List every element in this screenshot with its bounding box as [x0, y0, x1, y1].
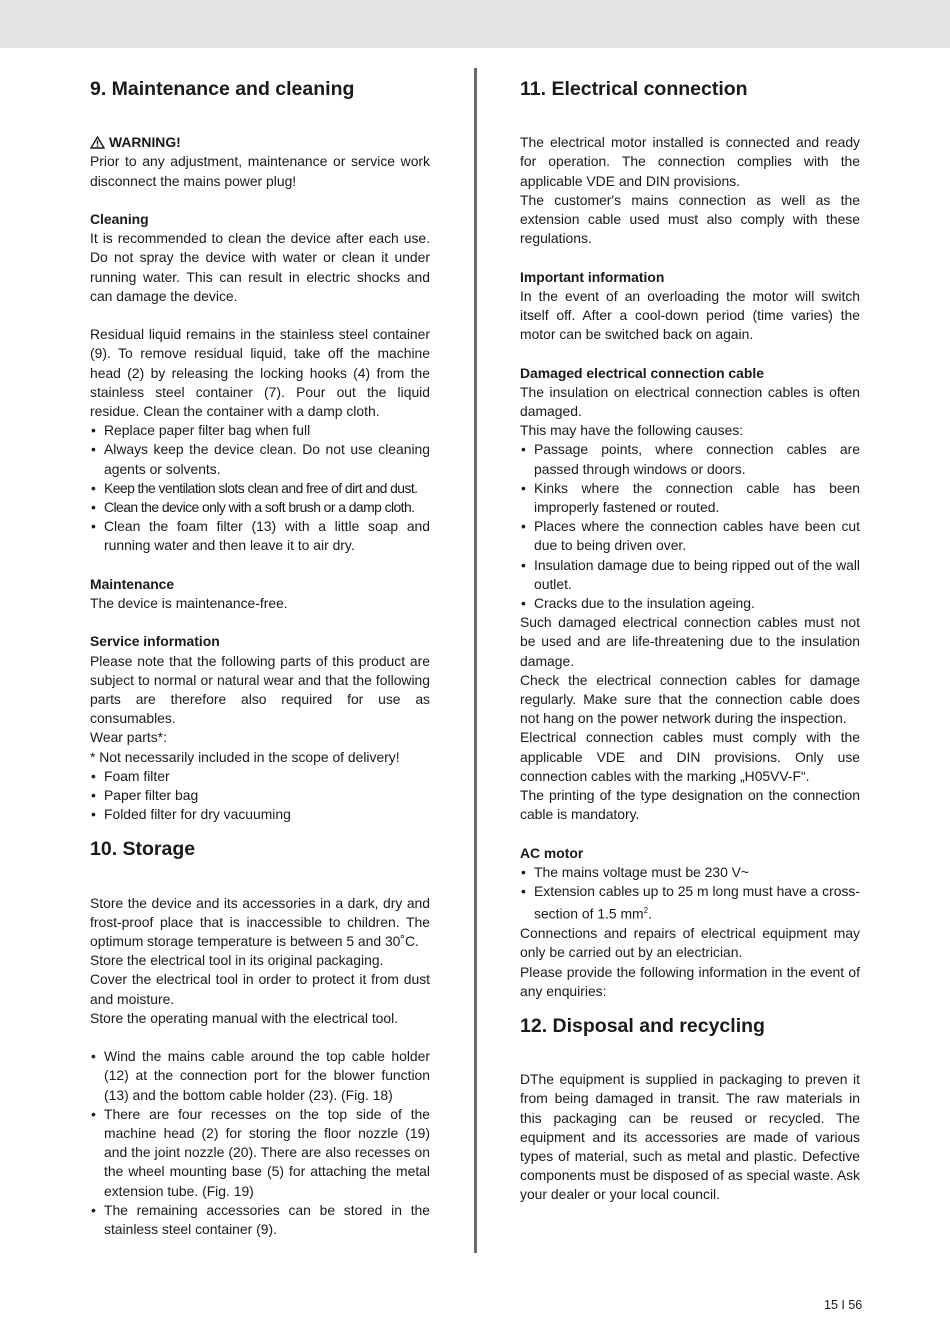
list-item: • There are four recesses on the top side of the machine head (2) for storing the floor nozzle (19) and the joint nozzle (20). There are also recesses on the wheel mounting base (5) for attaching the metal extension tube. (Fig. 19)	[90, 1105, 430, 1201]
list-item: • Clean the device only with a soft brush or a damp cloth.	[90, 498, 430, 517]
list-item: • Cracks due to the insulation ageing.	[520, 594, 860, 613]
ac-motor-list	[520, 863, 860, 924]
top-header-band	[0, 0, 950, 48]
list-item: • Insulation damage due to being ripped out of the wall outlet.	[520, 556, 860, 594]
list-item: • Keep the ventilation slots clean and free of dirt and dust.	[90, 479, 430, 498]
section-title-maintenance: 9. Maintenance and cleaning	[90, 78, 355, 100]
causes-list	[520, 440, 860, 613]
ac-motor-heading: AC motor	[520, 844, 584, 861]
electrical-text: Such damaged electrical connection cables must not be used and are life-threatening due to the insulation damage.	[520, 614, 860, 669]
damaged-cable-text: The insulation on electrical connection cables is often damaged.	[520, 383, 860, 419]
electrical-text: Electrical connection cables must comply with the applicable VDE and DIN provisions. Only use connection cables with the marking „H05VV-F“.	[520, 729, 860, 784]
section-title-electrical: 11. Electrical connection	[520, 78, 748, 100]
list-item: • Wind the mains cable around the top cable holder (12) at the connection port for the blower function (13) and the bottom cable holder (23). (Fig. 18)	[90, 1047, 430, 1105]
list-item: • Paper filter bag	[90, 786, 430, 805]
list-item: • The remaining accessories can be stored in the stainless steel container (9).	[90, 1201, 430, 1239]
list-item: • The mains voltage must be 230 V~	[520, 863, 860, 882]
list-item: • Kinks where the connection cable has been improperly fastened or routed.	[520, 479, 860, 517]
wear-parts-list	[90, 767, 430, 825]
warning-text: Prior to any adjustment, maintenance or service work disconnect the mains power plug!	[90, 153, 430, 189]
residual-liquid-text: Residual liquid remains in the stainless steel container (9). To remove residual liquid, take off the machine head (2) by releasing the locking hooks (4) from the stainless steel container (7). Pour out the liquid residue. Clean the container with a damp cloth.	[90, 326, 430, 419]
service-text: Please note that the following parts of this product are subject to normal or natural wear and that the following parts are therefore also required for use as consumables.	[90, 652, 430, 727]
maintenance-heading: Maintenance	[90, 575, 175, 592]
storage-text: Cover the electrical tool in order to protect it from dust and moisture.	[90, 971, 430, 1007]
important-text: In the event of an overloading the motor will switch itself off. After a cool-down period (time varies) the motor can be switched back on again.	[520, 287, 860, 343]
damaged-cable-text: This may have the following causes:	[520, 422, 744, 439]
list-item: • Always keep the device clean. Do not use cleaning agents or solvents.	[90, 440, 430, 478]
not-included-note: * Not necessarily included in the scope of delivery!	[90, 748, 400, 765]
damaged-cable-heading: Damaged electrical connection cable	[520, 364, 764, 381]
storage-text: Store the operating manual with the electrical tool.	[90, 1009, 399, 1026]
section-title-disposal: 12. Disposal and recycling	[520, 1014, 765, 1037]
list-item: • Foam filter	[90, 767, 430, 786]
electrical-text: Please provide the following information in the event of any enquiries:	[520, 963, 860, 999]
cleaning-bullet-list	[90, 421, 430, 555]
maintenance-text: The device is maintenance-free.	[90, 595, 288, 612]
disposal-text: DThe equipment is supplied in packaging to preven it from being damaged in transit. The raw materials in this packaging can be reused or recycled. The equipment and its accessories are made of various types of material, such as metal and plastic. Defective components must be disposed of as special waste. Ask your dealer or your local council.	[520, 1071, 860, 1203]
important-heading: Important information	[520, 268, 665, 285]
storage-text: Store the electrical tool in its original packaging.	[90, 952, 384, 969]
warning-line	[90, 133, 430, 152]
list-item: • Passage points, where connection cables are passed through windows or doors.	[520, 440, 860, 478]
electrical-text: The electrical motor installed is connected and ready for operation. The connection complies with the applicable VDE and DIN provisions.	[520, 134, 860, 189]
electrical-text: Check the electrical connection cables for damage regularly. Make sure that the connection cable does not hang on the power network during the inspection.	[520, 671, 860, 727]
right-column	[520, 76, 860, 1205]
list-item: • Clean the foam filter (13) with a little soap and running water and then leave it to air dry.	[90, 517, 430, 555]
superscript: 2	[643, 906, 649, 916]
column-divider	[474, 68, 477, 1253]
page-number: 15 I 56	[824, 1298, 863, 1312]
electrical-text: Connections and repairs of electrical equipment may only be carried out by an electrician.	[520, 925, 860, 961]
list-item: • Replace paper filter bag when full	[90, 421, 430, 440]
list-item-text: Extension cables up to 25 m long must have a cross-section of 1.5 mm	[534, 883, 860, 922]
storage-bullet-list	[90, 1047, 430, 1239]
storage-text: Store the device and its accessories in a dark, dry and frost-proof place that is inaccessible to children. The optimum storage temperature is between 5 and 30˚C.	[90, 894, 430, 950]
warning-label: WARNING!	[109, 134, 181, 151]
left-column	[90, 76, 430, 1239]
section-title-storage: 10. Storage	[90, 838, 196, 861]
wear-parts-label: Wear parts*:	[90, 729, 167, 746]
electrical-text: The printing of the type designation on the connection cable is mandatory.	[520, 787, 860, 823]
list-item-end: .	[648, 905, 652, 922]
cleaning-text: It is recommended to clean the device after each use. Do not spray the device with water or clean it under running water. This can result in electric shocks and can damage the device.	[90, 230, 430, 304]
list-item: • Places where the connection cables have been cut due to being driven over.	[520, 517, 860, 555]
warning-triangle-icon	[90, 136, 105, 149]
service-heading: Service information	[90, 633, 220, 650]
list-item: • Folded filter for dry vacuuming	[90, 805, 430, 824]
list-item	[520, 882, 860, 924]
electrical-text: The customer's mains connection as well as the extension cable used must also comply with these regulations.	[520, 191, 860, 247]
cleaning-heading: Cleaning	[90, 210, 149, 227]
